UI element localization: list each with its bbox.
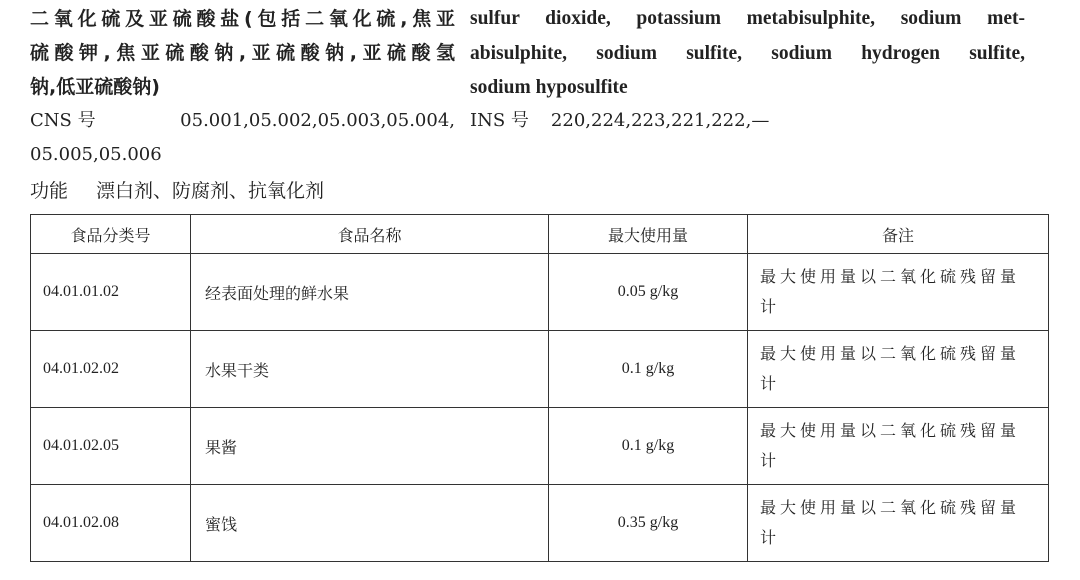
cell-category-code: 04.01.01.02 <box>31 254 191 331</box>
ins-values: 220,224,223,221,222,— <box>550 110 770 131</box>
function-label: 功能 <box>30 180 69 202</box>
cns-line-1 <box>30 104 455 138</box>
function-value: 漂白剂、防腐剂、抗氧化剂 <box>96 180 325 202</box>
cell-category-code: 04.01.02.08 <box>31 485 191 562</box>
english-name-line-3: sodium hyposulfite <box>470 77 628 98</box>
english-name-line-1: sulfur dioxide, potassium metabisulphite, sodium met- <box>470 8 1025 29</box>
additive-english-name <box>470 2 1025 106</box>
cns-values-line-2: 05.005,05.006 <box>30 144 162 165</box>
ins-number-block <box>470 104 769 138</box>
table-row <box>31 485 1049 562</box>
cell-remarks: 最大使用量以二氧化硫残留量计 <box>748 485 1049 562</box>
table-row <box>31 331 1049 408</box>
cell-max-use: 0.35 g/kg <box>549 485 748 562</box>
cell-max-use: 0.05 g/kg <box>549 254 748 331</box>
english-name-line-2: abisulphite, sodium sulfite, sodium hydrogen sulfite, <box>470 42 1025 64</box>
cell-food-name: 经表面处理的鲜水果 <box>191 254 549 331</box>
column-header-remarks: 备注 <box>748 215 1049 254</box>
cns-values-line-1: 05.001,05.002,05.003,05.004, <box>180 110 455 131</box>
cns-label: CNS 号 <box>30 110 96 131</box>
column-header-max-use: 最大使用量 <box>549 215 748 254</box>
cell-category-code: 04.01.02.05 <box>31 408 191 485</box>
cell-max-use: 0.1 g/kg <box>549 331 748 408</box>
table-row <box>31 408 1049 485</box>
usage-table <box>30 214 1049 562</box>
cell-remarks: 最大使用量以二氧化硫残留量计 <box>748 331 1049 408</box>
column-header-category-code: 食品分类号 <box>31 215 191 254</box>
table-row <box>31 254 1049 331</box>
column-header-food-name: 食品名称 <box>191 215 549 254</box>
cell-food-name: 水果干类 <box>191 331 549 408</box>
cell-food-name: 果酱 <box>191 408 549 485</box>
function-block <box>30 174 324 208</box>
chinese-name-line-1: 二氧化硫及亚硫酸盐(包括二氧化硫,焦亚 <box>30 8 455 30</box>
cell-food-name: 蜜饯 <box>191 485 549 562</box>
cell-remarks: 最大使用量以二氧化硫残留量计 <box>748 408 1049 485</box>
chinese-name-line-3: 钠,低亚硫酸钠) <box>30 76 160 98</box>
additive-chinese-name <box>30 2 455 104</box>
cell-remarks: 最大使用量以二氧化硫残留量计 <box>748 254 1049 331</box>
table-header-row <box>31 215 1049 254</box>
ins-label: INS 号 <box>470 110 529 131</box>
cell-max-use: 0.1 g/kg <box>549 408 748 485</box>
chinese-name-line-2: 硫酸钾,焦亚硫酸钠,亚硫酸钠,亚硫酸氢 <box>30 42 455 64</box>
cns-number-block <box>30 104 455 172</box>
cell-category-code: 04.01.02.02 <box>31 331 191 408</box>
